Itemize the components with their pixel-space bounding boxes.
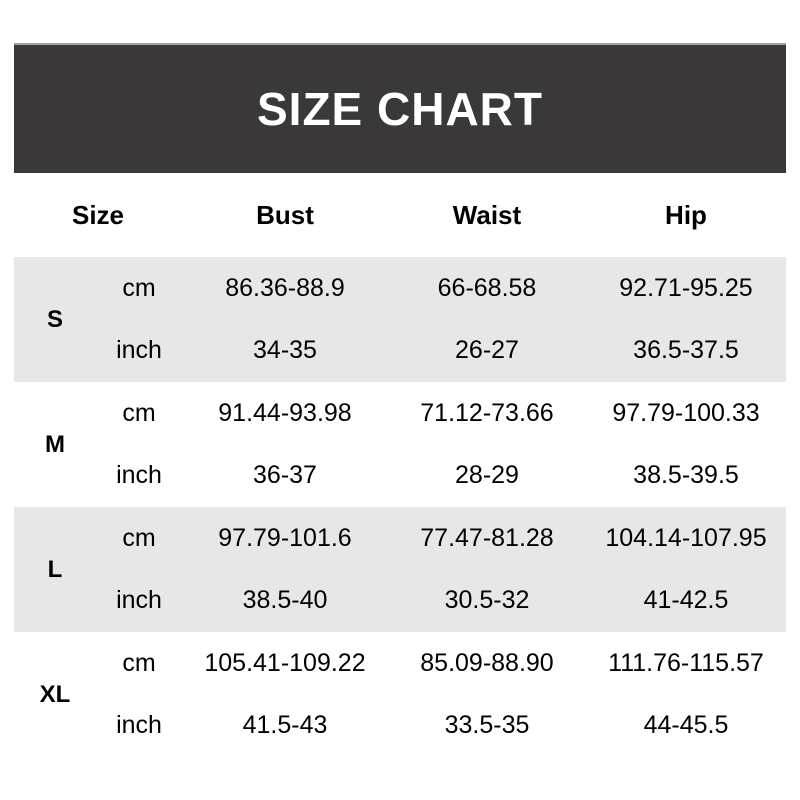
unit-label-cm: cm xyxy=(122,398,156,427)
bust-cm-value: 97.79-101.6 xyxy=(218,523,352,552)
table-header-row xyxy=(14,173,786,257)
column-header-size: Size xyxy=(71,199,125,230)
size-row-s xyxy=(14,257,786,382)
hip-cm-value: 92.71-95.25 xyxy=(619,273,753,302)
size-label: L xyxy=(47,555,63,583)
size-chart-table xyxy=(14,173,786,757)
waist-cm-value: 71.12-73.66 xyxy=(420,398,554,427)
column-header-hip: Hip xyxy=(665,199,707,230)
unit-label-inch: inch xyxy=(116,336,162,365)
page-title: SIZE CHART xyxy=(257,83,543,135)
waist-inch-value: 28-29 xyxy=(455,461,519,490)
bust-inch-value: 36-37 xyxy=(253,461,317,490)
unit-label-inch: inch xyxy=(116,711,162,740)
hip-inch-value: 41-42.5 xyxy=(643,586,729,615)
unit-label-inch: inch xyxy=(116,586,162,615)
bust-cm-value: 105.41-109.22 xyxy=(204,648,366,677)
unit-label-cm: cm xyxy=(122,648,156,677)
size-label: XL xyxy=(39,680,71,708)
hip-inch-value: 38.5-39.5 xyxy=(633,461,739,490)
hip-cm-value: 111.76-115.57 xyxy=(608,648,764,677)
size-row-xl xyxy=(14,632,786,757)
size-label: S xyxy=(46,305,63,333)
unit-label-cm: cm xyxy=(122,523,156,552)
size-row-m xyxy=(14,382,786,507)
bust-inch-value: 41.5-43 xyxy=(242,711,328,740)
unit-label-cm: cm xyxy=(122,273,156,302)
size-label: M xyxy=(45,430,65,458)
bust-cm-value: 91.44-93.98 xyxy=(218,398,352,427)
bust-inch-value: 38.5-40 xyxy=(242,586,328,615)
size-chart-title-banner xyxy=(14,43,786,173)
unit-label-inch: inch xyxy=(116,461,162,490)
hip-inch-value: 36.5-37.5 xyxy=(633,336,739,365)
waist-cm-value: 77.47-81.28 xyxy=(420,523,554,552)
waist-inch-value: 30.5-32 xyxy=(444,586,530,615)
waist-inch-value: 33.5-35 xyxy=(444,711,530,740)
column-header-bust: Bust xyxy=(256,199,314,230)
waist-cm-value: 66-68.58 xyxy=(437,273,537,302)
column-header-waist: Waist xyxy=(452,199,522,230)
hip-cm-value: 97.79-100.33 xyxy=(612,398,760,427)
size-row-l xyxy=(14,507,786,632)
waist-cm-value: 85.09-88.90 xyxy=(420,648,554,677)
hip-cm-value: 104.14-107.95 xyxy=(605,523,767,552)
bust-inch-value: 34-35 xyxy=(253,336,317,365)
hip-inch-value: 44-45.5 xyxy=(643,711,729,740)
waist-inch-value: 26-27 xyxy=(455,336,519,365)
bust-cm-value: 86.36-88.9 xyxy=(225,273,345,302)
